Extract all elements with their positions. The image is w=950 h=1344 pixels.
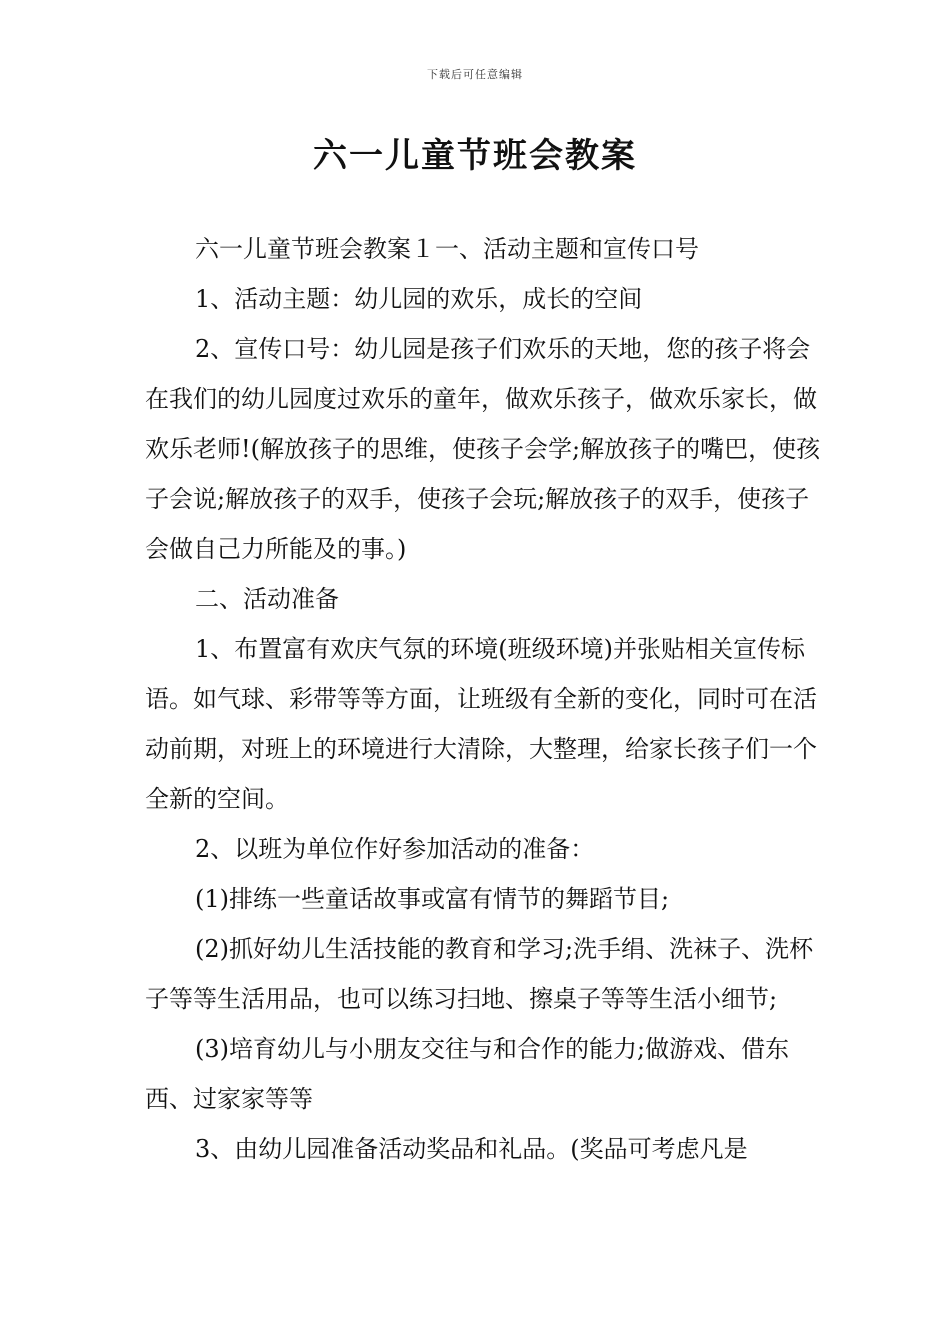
document-body: [145, 224, 825, 1174]
document-title: 六一儿童节班会教案: [313, 136, 637, 176]
paragraph: 3、由幼儿园准备活动奖品和礼品。(奖品可考虑凡是: [195, 1135, 748, 1163]
paragraph: 2、宣传口号：幼儿园是孩子们欢乐的天地，您的孩子将会在我们的幼儿园度过欢乐的童年，做欢乐孩子，做欢乐家长，做欢乐老师!(解放孩子的思维，使孩子会学;解放孩子的嘴巴，使孩子会说;解放孩子的双手，使孩子会玩;解放孩子的双手，使孩子会做自己力所能及的事。): [145, 335, 821, 563]
paragraph: 1、活动主题：幼儿园的欢乐，成长的空间: [195, 285, 643, 313]
paragraph: (3)培育幼儿与小朋友交往与和合作的能力;做游戏、借东西、过家家等等: [145, 1035, 790, 1113]
header-note: 下载后可任意编辑: [427, 68, 523, 81]
paragraph: (1)排练一些童话故事或富有情节的舞蹈节目;: [195, 885, 670, 913]
paragraph: 2、以班为单位作好参加活动的准备：: [195, 835, 595, 863]
paragraph: 六一儿童节班会教案１一、活动主题和宣传口号: [195, 235, 699, 263]
paragraph: 二、活动准备: [195, 585, 339, 613]
paragraph: (2)抓好幼儿生活技能的教育和学习;洗手绢、洗袜子、洗杯子等等生活用品，也可以练习扫地、擦桌子等等生活小细节;: [145, 935, 814, 1013]
paragraph: 1、布置富有欢庆气氛的环境(班级环境)并张贴相关宣传标语。如气球、彩带等等方面，让班级有全新的变化，同时可在活动前期，对班上的环境进行大清除，大整理，给家长孩子们一个全新的空间。: [145, 635, 817, 813]
